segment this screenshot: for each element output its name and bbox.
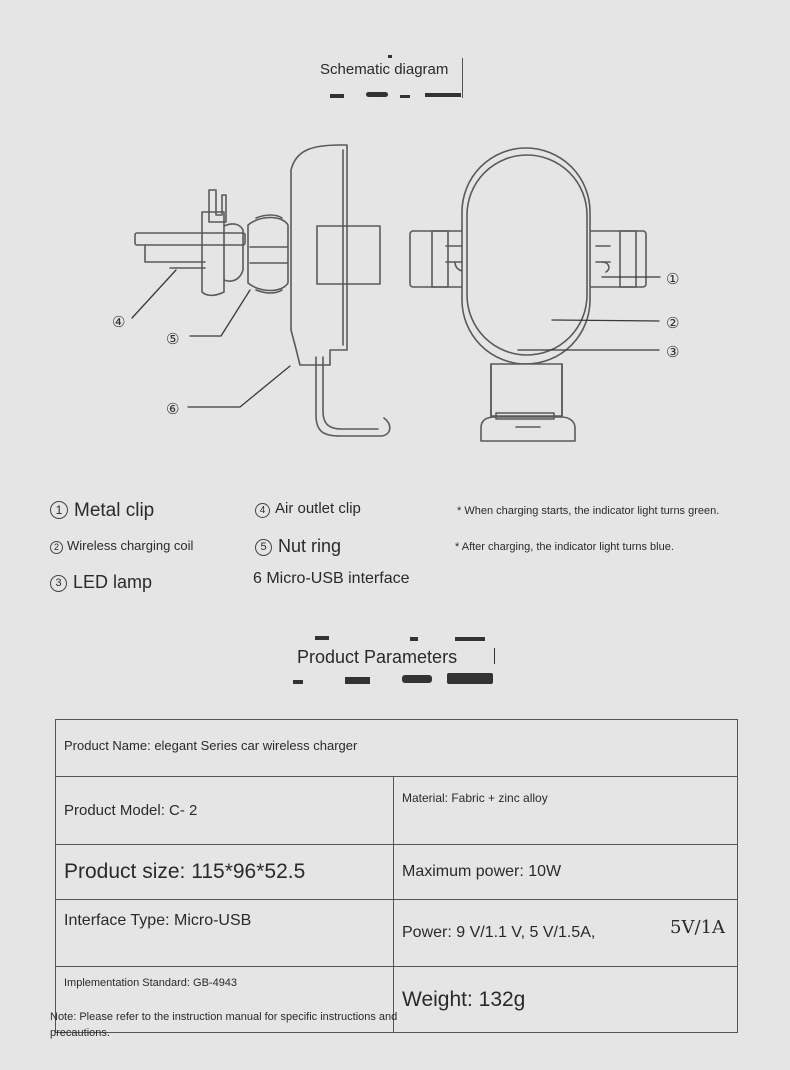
callout-numbers <box>112 270 679 418</box>
callout-2: ② <box>666 314 680 332</box>
legend-wireless-coil <box>50 538 193 554</box>
note-charging-done: * After charging, the indicator light turns blue. <box>455 541 674 553</box>
title-ghost-stroke <box>293 680 303 684</box>
product-model-cell: Product Model: C- 2 <box>56 777 394 845</box>
side-view <box>135 145 390 436</box>
legend-air-outlet-clip <box>255 500 361 518</box>
legend-label: Air outlet clip <box>275 500 361 517</box>
callout-6: ⑥ <box>166 400 180 418</box>
table-row <box>56 777 738 845</box>
circled-number: 5 <box>255 539 272 556</box>
title-ghost-stroke <box>410 637 418 641</box>
table-row <box>56 900 738 967</box>
product-name-cell: Product Name: elegant Series car wireless charger <box>56 720 738 777</box>
callout-4: ④ <box>112 313 126 331</box>
callout-1: ① <box>666 270 680 288</box>
legend-nut-ring <box>255 536 341 557</box>
title-ghost-stroke <box>455 637 485 641</box>
callout-3: ③ <box>666 343 680 361</box>
weight-cell: Weight: 132g <box>394 967 738 1033</box>
front-view <box>410 148 646 441</box>
power-extra-value: 5V/1A <box>670 917 726 938</box>
charger-schematic <box>0 0 790 480</box>
circled-number: 1 <box>50 501 68 519</box>
implementation-standard-cell: Implementation Standard: GB-4943 <box>56 967 394 1033</box>
legend-label: LED lamp <box>73 572 153 592</box>
legend-label: Wireless charging coil <box>67 538 194 553</box>
title-ghost-stroke <box>447 673 493 684</box>
callout-5: ⑤ <box>166 330 180 348</box>
circled-number: 4 <box>255 503 270 518</box>
legend-metal-clip <box>50 500 154 522</box>
title-decoration-bar <box>494 648 495 664</box>
product-size-cell: Product size: 115*96*52.5 <box>56 845 394 900</box>
parameters-table <box>55 719 738 1033</box>
footer-note: Note: Please refer to the instruction manual for specific instructions and precautions. <box>50 1011 398 1039</box>
params-title: Product Parameters <box>297 647 458 667</box>
circled-number: 2 <box>50 541 63 554</box>
interface-type-cell: Interface Type: Micro-USB <box>56 900 394 967</box>
legend-label: Metal clip <box>74 500 155 521</box>
title-ghost-stroke <box>345 677 370 684</box>
circled-number: 3 <box>50 575 67 592</box>
table-row <box>56 720 738 777</box>
legend-micro-usb: 6 Micro-USB interface <box>253 570 410 587</box>
material-cell: Material: Fabric + zinc alloy <box>394 777 738 845</box>
legend-led-lamp <box>50 572 152 593</box>
legend-label: Nut ring <box>278 536 342 556</box>
power-value: Power: 9 V/1.1 V, 5 V/1.5A, <box>402 924 596 941</box>
title-ghost-stroke <box>402 675 432 683</box>
schematic-title: Schematic diagram <box>320 61 449 78</box>
note-charging-start: * When charging starts, the indicator light turns green. <box>457 505 720 517</box>
title-ghost-stroke <box>315 636 329 640</box>
maximum-power-cell: Maximum power: 10W <box>394 845 738 900</box>
table-row <box>56 845 738 900</box>
power-cell <box>394 900 738 967</box>
